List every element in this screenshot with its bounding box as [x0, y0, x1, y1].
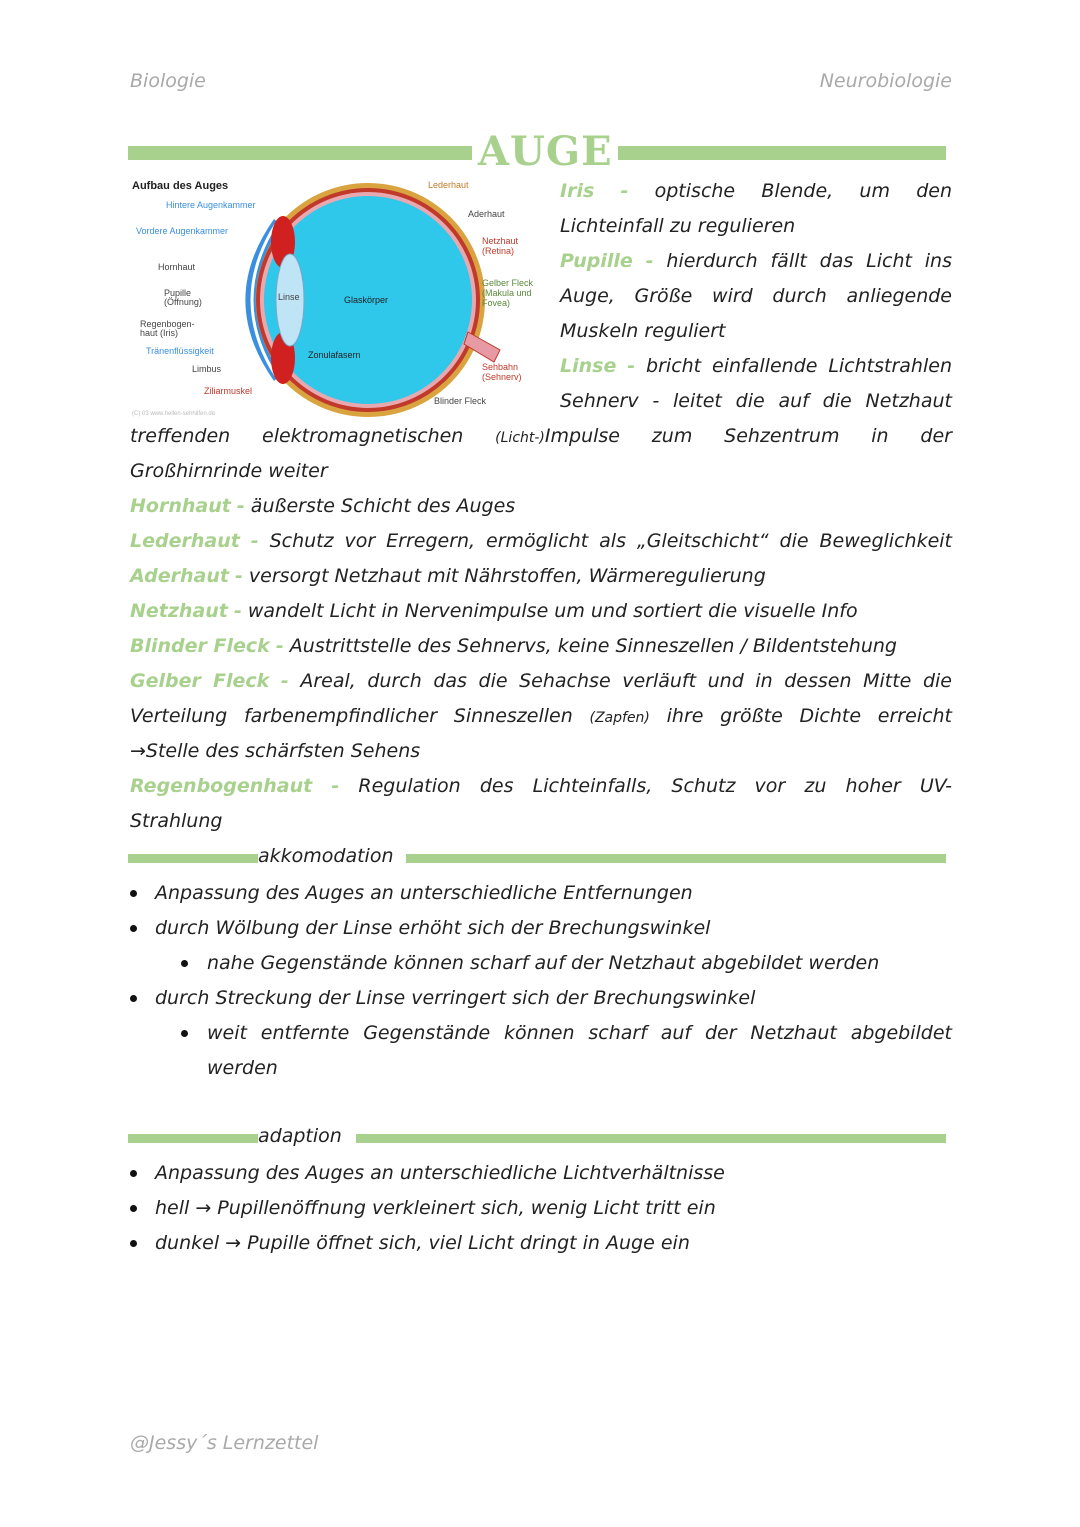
- label-netzhaut: Netzhaut: [482, 236, 519, 246]
- page-title: AUGE: [478, 128, 613, 175]
- header-topic: Neurobiologie: [819, 70, 952, 92]
- def-regenbogenhaut-cont: Strahlung: [130, 810, 223, 832]
- def-sehnerv-cont2: Großhirnrinde weiter: [130, 460, 328, 482]
- footer-credit: @Jessy´s Lernzettel: [130, 1432, 319, 1454]
- header-subject: Biologie: [130, 70, 206, 92]
- akkomodation-subitem-2a: nahe Gegenstände können scharf auf der Netzhaut abgebildet werden: [207, 952, 880, 974]
- bullet-dot: [130, 925, 137, 932]
- label-hornhaut: Hornhaut: [158, 262, 196, 272]
- adaption-item-1: Anpassung des Auges an unterschiedliche Lichtverhältnisse: [155, 1162, 725, 1184]
- eye-diagram: [128, 172, 548, 422]
- label-regenbogenhaut-sub: haut (Iris): [140, 328, 179, 338]
- akkomodation-item-3: durch Streckung der Linse verringert sich der Brechungswinkel: [155, 987, 756, 1009]
- label-gelber-fleck-sub1: (Makula und: [482, 288, 532, 298]
- diagram-heading: Aufbau des Auges: [132, 180, 229, 192]
- def-iris-cont: Lichteinfall zu regulieren: [560, 215, 796, 237]
- def-lederhaut: Lederhaut - Schutz vor Erregern, ermöglicht als „Gleitschicht“ die Beweglichkeit: [130, 530, 952, 552]
- bullet-dot: [130, 1240, 137, 1247]
- bullet-dot: [130, 1170, 137, 1177]
- label-linse: Linse: [278, 292, 300, 302]
- label-vordere-augenkammer: Vordere Augenkammer: [136, 226, 229, 236]
- def-netzhaut: Netzhaut - wandelt Licht in Nervenimpulse um und sortiert die visuelle Info: [130, 600, 858, 622]
- label-netzhaut-sub: (Retina): [482, 246, 515, 256]
- adaption-item-2: hell → Pupillenöffnung verkleinert sich, wenig Licht tritt ein: [155, 1197, 716, 1219]
- akkomodation-bar-left: [128, 854, 258, 863]
- def-hornhaut: Hornhaut - äußerste Schicht des Auges: [130, 495, 516, 517]
- title-bar-right: [618, 146, 946, 160]
- label-gelber-fleck-sub2: Fovea): [482, 298, 511, 308]
- def-sehnerv-cont1: treffenden elektromagnetischen (Licht-)Impulse zum Sehzentrum in der: [130, 425, 952, 447]
- bullet-dot: [181, 1030, 188, 1037]
- label-gelber-fleck: Gelber Fleck: [482, 278, 534, 288]
- label-pupille-sub: (Öffnung): [164, 297, 202, 307]
- label-limbus: Limbus: [192, 364, 222, 374]
- diagram-credit: (C) 03 www.hellen-sehhilfen.de: [132, 411, 216, 417]
- def-blinder-fleck: Blinder Fleck - Austrittstelle des Sehnervs, keine Sinneszellen / Bildentstehung: [130, 635, 897, 657]
- def-gelber-fleck-cont1: Verteilung farbenempfindlicher Sinneszellen (Zapfen) ihre größte Dichte erreicht: [130, 705, 952, 727]
- def-regenbogenhaut: Regenbogenhaut - Regulation des Lichteinfalls, Schutz vor zu hoher UV-: [130, 775, 952, 797]
- label-blinder-fleck: Blinder Fleck: [434, 396, 487, 406]
- label-pupille: Pupille: [164, 288, 192, 298]
- adaption-item-3: dunkel → Pupille öffnet sich, viel Licht dringt in Auge ein: [155, 1232, 690, 1254]
- akkomodation-subitem-3a-cont: werden: [207, 1057, 278, 1079]
- label-glaskoerper: Glaskörper: [344, 295, 389, 305]
- akkomodation-bar-right: [406, 854, 946, 863]
- label-traenenfluessigkeit: Tränenflüssigkeit: [146, 346, 214, 356]
- bullet-dot: [130, 1205, 137, 1212]
- akkomodation-item-2: durch Wölbung der Linse erhöht sich der Brechungswinkel: [155, 917, 711, 939]
- adaption-heading: adaption: [258, 1125, 342, 1147]
- label-lederhaut: Lederhaut: [428, 180, 469, 190]
- bullet-dot: [130, 890, 137, 897]
- def-pupille-cont1: Auge, Größe wird durch anliegende: [560, 285, 952, 307]
- def-sehnerv: Sehnerv - leitet die auf die Netzhaut: [560, 390, 952, 412]
- label-sehbahn-sub: (Sehnerv): [482, 372, 522, 382]
- label-sehbahn: Sehbahn: [482, 362, 519, 372]
- def-pupille: Pupille - hierdurch fällt das Licht ins: [560, 250, 952, 272]
- adaption-bar-left: [128, 1134, 258, 1143]
- label-zonulafasern: Zonulafasern: [308, 350, 361, 360]
- akkomodation-heading: akkomodation: [258, 845, 394, 867]
- def-gelber-fleck: Gelber Fleck - Areal, durch das die Sehachse verläuft und in dessen Mitte die: [130, 670, 952, 692]
- def-iris: Iris - optische Blende, um den: [560, 180, 952, 202]
- def-gelber-fleck-cont2: →Stelle des schärfsten Sehens: [130, 740, 421, 762]
- akkomodation-item-1: Anpassung des Auges an unterschiedliche Entfernungen: [155, 882, 693, 904]
- bullet-dot: [181, 960, 188, 967]
- def-pupille-cont2: Muskeln reguliert: [560, 320, 726, 342]
- def-aderhaut: Aderhaut - versorgt Netzhaut mit Nährstoffen, Wärmeregulierung: [130, 565, 766, 587]
- bullet-dot: [130, 995, 137, 1002]
- def-linse: Linse - bricht einfallende Lichtstrahlen: [560, 355, 952, 377]
- title-bar-left: [128, 146, 472, 160]
- label-ziliarmuskel: Ziliarmuskel: [204, 386, 253, 396]
- label-aderhaut: Aderhaut: [468, 209, 505, 219]
- label-regenbogenhaut: Regenbogen-: [140, 319, 195, 329]
- akkomodation-subitem-3a: weit entfernte Gegenstände können scharf auf der Netzhaut abgebildet: [207, 1022, 952, 1044]
- adaption-bar-right: [356, 1134, 946, 1143]
- label-hintere-augenkammer: Hintere Augenkammer: [166, 200, 256, 210]
